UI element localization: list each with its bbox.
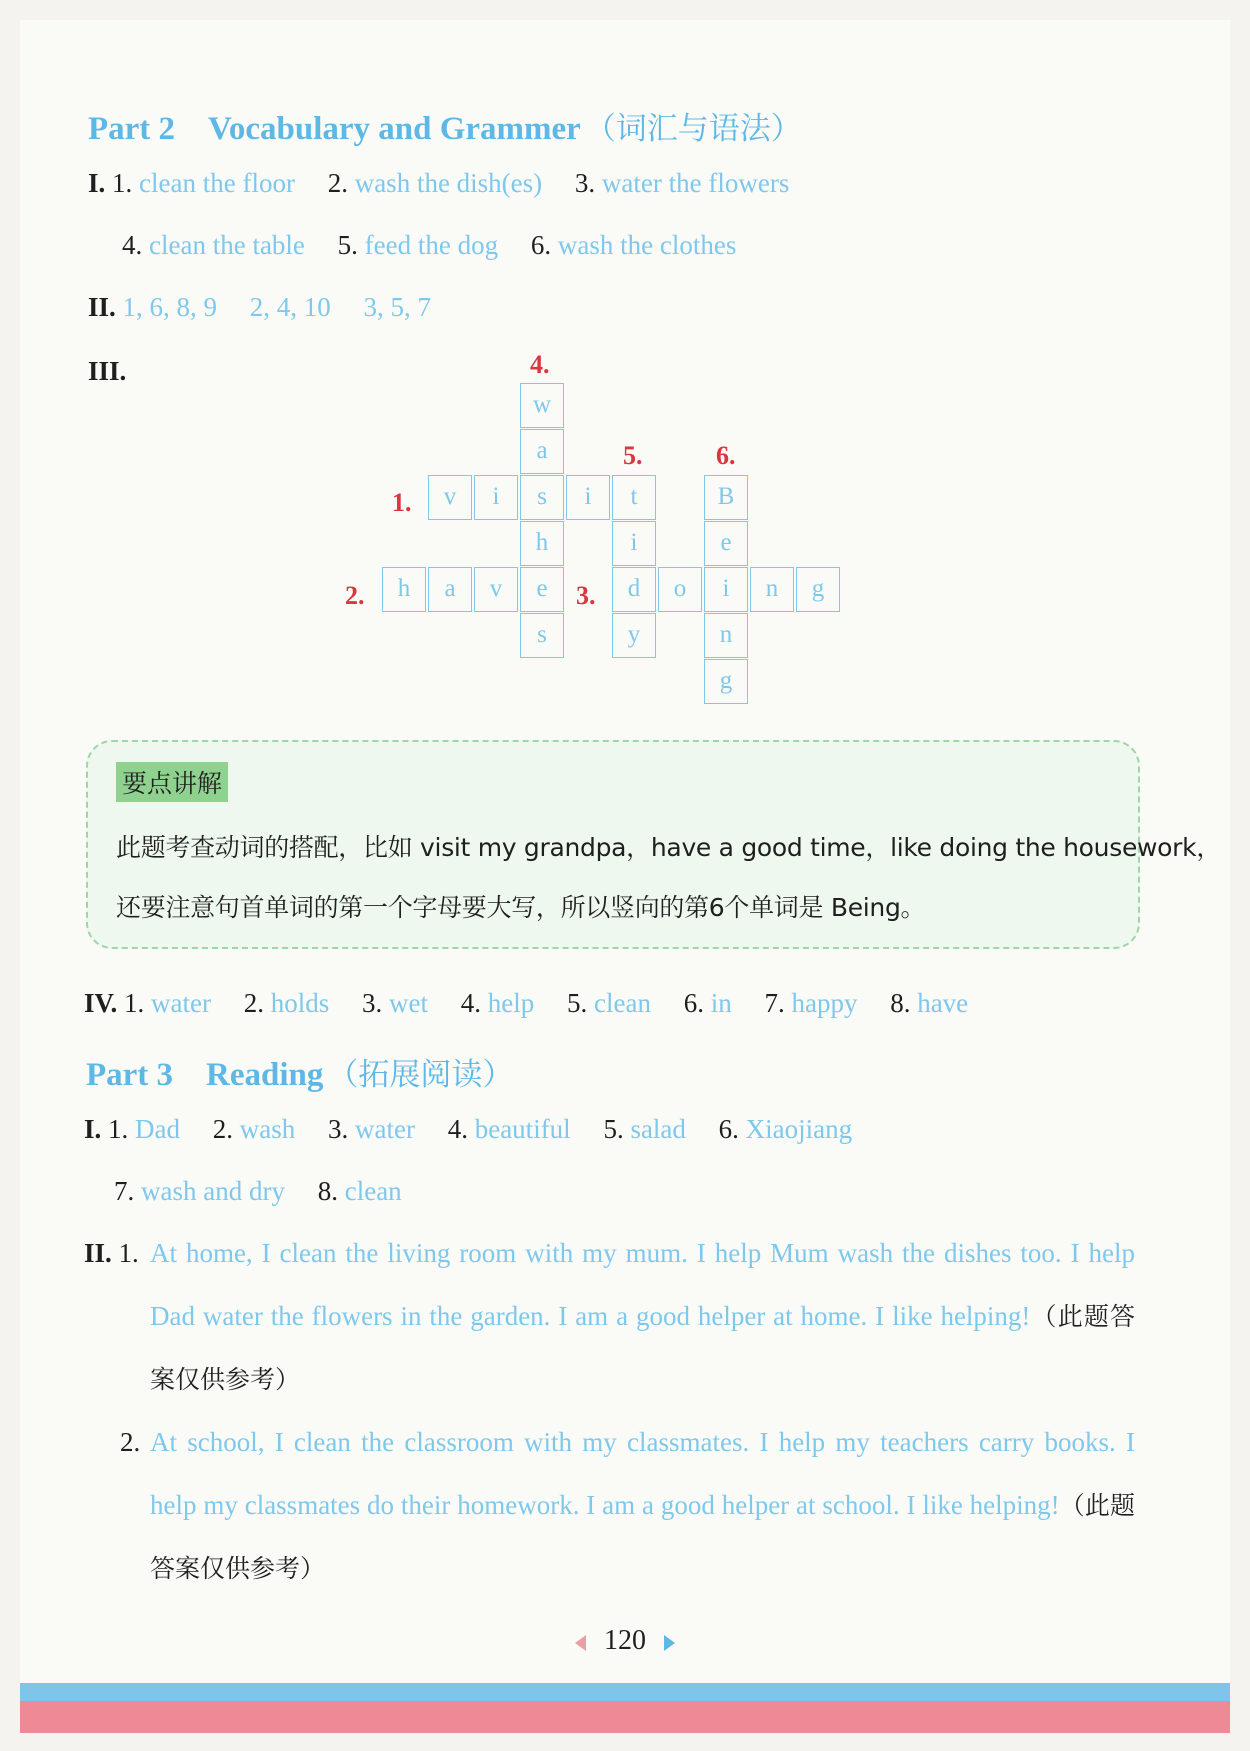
clue-1: 1.: [392, 488, 412, 517]
answer-paragraph: At school, I clean the classroom with my classmates. I help my teachers carry books. I help my classmates do their homework. I am a good helper at school. I like helping!: [150, 1427, 1135, 1520]
answer: happy: [791, 988, 858, 1018]
item-number: 2.: [120, 1427, 141, 1457]
triangle-right-icon: [664, 1635, 675, 1651]
answer: wash and dry: [141, 1176, 285, 1206]
answer: feed the dog: [364, 230, 499, 260]
answer: wash the clothes: [557, 230, 737, 260]
crossword-cell: i: [704, 567, 748, 612]
keypoint-tag: 要点讲解: [116, 762, 228, 802]
p2-sec1-label: I.: [88, 168, 106, 198]
item-number: 5.: [337, 230, 358, 260]
crossword-cell: e: [704, 521, 748, 566]
answer: holds: [270, 988, 330, 1018]
answer: wet: [389, 988, 428, 1018]
answer: salad: [630, 1114, 686, 1144]
item-number: 6.: [683, 988, 704, 1018]
p2-sec4-line: [84, 988, 968, 1019]
crossword-cell: v: [474, 567, 518, 612]
clue-5: 5.: [623, 441, 643, 470]
keypoint-line2: 还要注意句首单词的第一个字母要大写，所以竖向的第6个单词是 Being。: [116, 893, 926, 922]
p2-sec3-label: III.: [88, 356, 127, 386]
clue-6: 6.: [716, 441, 736, 470]
item-number: 2.: [243, 988, 264, 1018]
keypoint-line1: 此题考查动词的搭配，比如 visit my grandpa，have a good time，like doing the housework，: [116, 833, 1222, 862]
triangle-left-icon: [575, 1635, 586, 1651]
p3-sec1-label: I.: [84, 1114, 102, 1144]
crossword-cell: n: [704, 613, 748, 658]
part2-title-en: Part 2 Vocabulary and Grammer: [88, 111, 581, 147]
p2-sec1-line1: [88, 168, 789, 199]
item-number: 8.: [317, 1176, 338, 1206]
crossword-cell: s: [520, 475, 564, 520]
part3-title-zh: （拓展阅读）: [327, 1057, 514, 1093]
answer-group: 3, 5, 7: [363, 292, 432, 322]
answer: clean the table: [149, 230, 305, 260]
clue-3: 3.: [576, 581, 596, 610]
p3-sec2-q2-num-line: [120, 1427, 140, 1458]
crossword-cell: a: [428, 567, 472, 612]
crossword-cell: y: [612, 613, 656, 658]
item-number: 1.: [112, 168, 133, 198]
part3-title-en: Part 3 Reading: [86, 1057, 324, 1093]
item-number: 2.: [212, 1114, 233, 1144]
crossword-cell: t: [612, 475, 656, 520]
crossword-cell: w: [520, 383, 564, 428]
p3-sec2-label: II.: [84, 1238, 112, 1268]
item-number: 6.: [530, 230, 552, 260]
answer: clean: [594, 988, 651, 1018]
item-number: 6.: [718, 1114, 739, 1144]
answer: clean the floor: [139, 168, 295, 198]
crossword-cell: i: [474, 475, 518, 520]
p2-sec3-line: [88, 356, 126, 387]
item-number: 1.: [118, 1238, 139, 1268]
p3-sec2-answer1: [150, 1222, 1135, 1411]
crossword-cell: h: [382, 567, 426, 612]
answer: water: [151, 988, 211, 1018]
p3-sec1-line2: [114, 1176, 402, 1207]
keypoint-box: [86, 740, 1222, 949]
part2-title: [88, 102, 802, 149]
item-number: 3.: [574, 168, 596, 198]
p2-sec4-label: IV.: [84, 988, 118, 1018]
answer: have: [917, 988, 969, 1018]
answer: wash the dish(es): [354, 168, 543, 198]
p2-sec1-line2: [122, 230, 736, 261]
answer-group: 2, 4, 10: [249, 292, 331, 322]
item-number: 7.: [764, 988, 785, 1018]
part2-title-zh: （词汇与语法）: [584, 111, 802, 147]
item-number: 8.: [890, 988, 911, 1018]
answer: beautiful: [474, 1114, 571, 1144]
item-number: 4.: [122, 230, 143, 260]
page-number-text: 120: [604, 1625, 646, 1656]
crossword-cell: i: [612, 521, 656, 566]
crossword-cell: s: [520, 613, 564, 658]
crossword-cell: h: [520, 521, 564, 566]
item-number: 3.: [328, 1114, 349, 1144]
item-number: 3.: [362, 988, 383, 1018]
p2-sec2-line: [88, 292, 431, 323]
p2-sec2-label: II.: [88, 292, 116, 322]
crossword-cell: g: [796, 567, 840, 612]
item-number: 2.: [327, 168, 348, 198]
crossword-cell: e: [520, 567, 564, 612]
item-number: 5.: [567, 988, 588, 1018]
answer: in: [710, 988, 732, 1018]
item-number: 1.: [108, 1114, 129, 1144]
item-number: 7.: [114, 1176, 135, 1206]
part3-title: [86, 1048, 513, 1095]
p3-sec2-label-line: [84, 1238, 139, 1269]
item-number: 4.: [447, 1114, 468, 1144]
crossword-cell: d: [612, 567, 656, 612]
answer: clean: [344, 1176, 402, 1206]
answer: help: [487, 988, 535, 1018]
answer: Dad: [135, 1114, 180, 1144]
clue-4: 4.: [530, 350, 550, 379]
answer: water the flowers: [601, 168, 790, 198]
crossword-cell: o: [658, 567, 702, 612]
item-number: 1.: [124, 988, 145, 1018]
clue-2: 2.: [345, 581, 365, 610]
crossword-cell: a: [520, 429, 564, 474]
item-number: 5.: [603, 1114, 624, 1144]
footer-band-blue: [20, 1683, 1230, 1701]
answer: Xiaojiang: [745, 1114, 853, 1144]
footer-band-pink: [20, 1701, 1230, 1733]
crossword-cell: v: [428, 475, 472, 520]
item-number: 4.: [460, 988, 481, 1018]
p3-sec2-answer2: [150, 1411, 1135, 1600]
crossword-cell: i: [566, 475, 610, 520]
answer: wash: [239, 1114, 296, 1144]
answer-group: 1, 6, 8, 9: [122, 292, 218, 322]
answer-note: （此题答案仅供参考）: [150, 1491, 1135, 1583]
p3-sec1-line1: [84, 1114, 852, 1145]
crossword-cell: n: [750, 567, 794, 612]
crossword-cell: g: [704, 659, 748, 704]
crossword-cell: B: [704, 475, 748, 520]
page-number: [0, 1625, 1250, 1657]
answer-paragraph: At home, I clean the living room with my mum. I help Mum wash the dishes too. I help Dad water the flowers in the garden. I am a good helper at home. I like helping!: [150, 1238, 1135, 1331]
answer: water: [355, 1114, 415, 1144]
answer-note: （此题答案仅供参考）: [150, 1302, 1135, 1394]
